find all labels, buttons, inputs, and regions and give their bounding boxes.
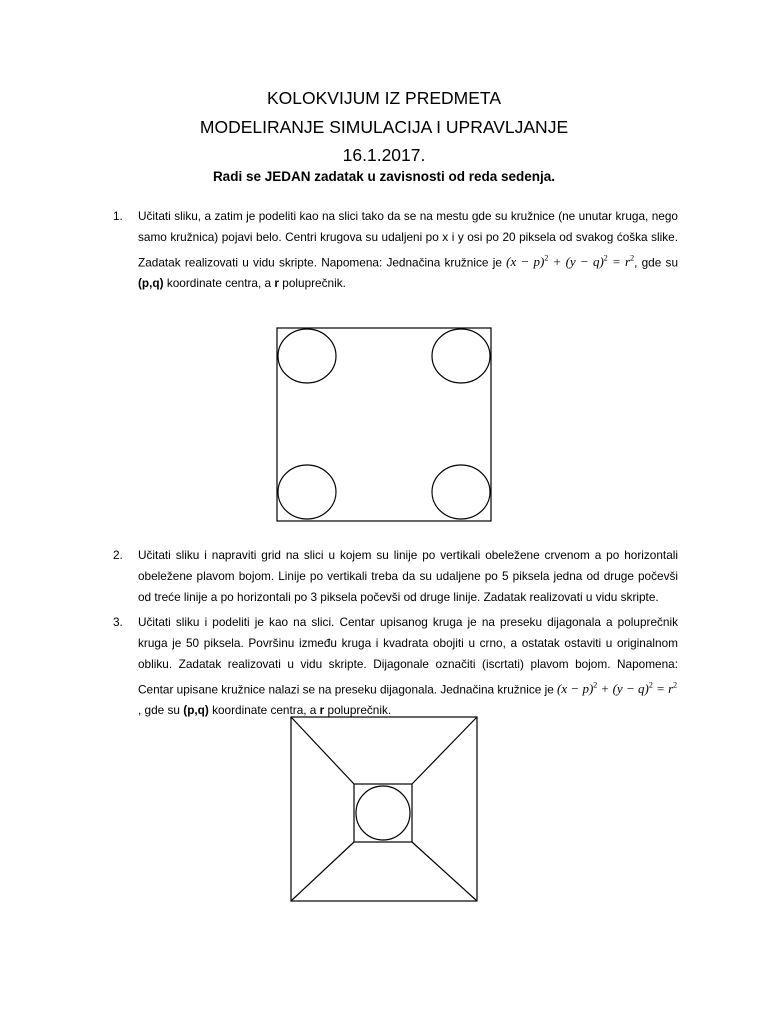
diagonal-top-right [412,717,477,784]
figure-diagonals-inscribed-circle [290,716,478,902]
circle-equation: $(x - p)^2 + (y - q)^2 = r^2$ [557,681,678,697]
course-title: MODELIRANJE SIMULACIJA I UPRAVLJANJE [199,117,569,137]
task-2 [113,545,678,608]
figure-four-circles [276,327,492,522]
diagonal-bottom-left [291,842,354,901]
circle-equation: $(x - p)^2 + (y - q)^2 = r^2$ [506,254,635,270]
task-text: Učitati sliku i napraviti grid na slici u kojem su linije po vertikali obeležene crvenom a po horizontali obeležene plavom bojom. Linije po vertikali treba da su udaljene po 5 piksela jedna od druge počevši od treće linije a po horizontali po 3 piksela počevši od druge linije. Zadatak realizovati u vidu skripte. [138,548,678,604]
exam-date: 16.1.2017. [342,145,426,165]
inscribed-circle [356,786,410,840]
exam-title: KOLOKVIJUM IZ PREDMETA [266,88,501,108]
task-number: 1. [113,209,123,223]
task-number: 2. [113,548,123,562]
circle-top-left [278,329,336,383]
circle-top-right [432,329,490,383]
task-text: Učitati sliku, a zatim je podeliti kao na slici tako da se na mestu gde su kružnice (ne unutar kruga, nego samo kružnica) pojavi belo. Centri krugova su udaljeni po x i y osi po 20 piksela od svakog ćoška slike. Zadatak realizovati u vidu skripte. Napomena: Jednačina kružnice je $(x - p)^2 + (y - q)^2 = r^2$, gde su (p,q) koordinate centra, a r poluprečnik. [138,209,679,291]
diagonal-bottom-right [412,842,477,901]
square-outline [277,328,491,521]
circle-bottom-left [278,465,336,519]
task-3 [113,612,678,721]
inner-square [354,784,412,842]
diagonal-top-left [291,717,354,784]
outer-square [291,717,477,901]
exam-instruction: Radi se JEDAN zadatak u zavisnosti od reda sedenja. [212,169,556,184]
task-number: 3. [113,615,123,629]
circle-bottom-right [432,465,490,519]
task-text: Učitati sliku i podeliti je kao na slici. Centar upisanog kruga je na preseku dijagonala a poluprečnik kruga je 50 piksela. Površinu između kruga i kvadrata obojiti u crno, a ostatak ostaviti u originalnom obliku. Zadatak realizovati u vidu skripte. Dijagonale označiti (iscrtati) plavom bojom. Napomena: Centar upisane kružnice nalazi se na preseku dijagonala. Jednačina kružnice je $(x - p)^2 + (y - q)^2 = r^2$ , gde su (p,q) koordinate centra, a r poluprečnik. [138,615,678,718]
task-1 [113,206,678,294]
